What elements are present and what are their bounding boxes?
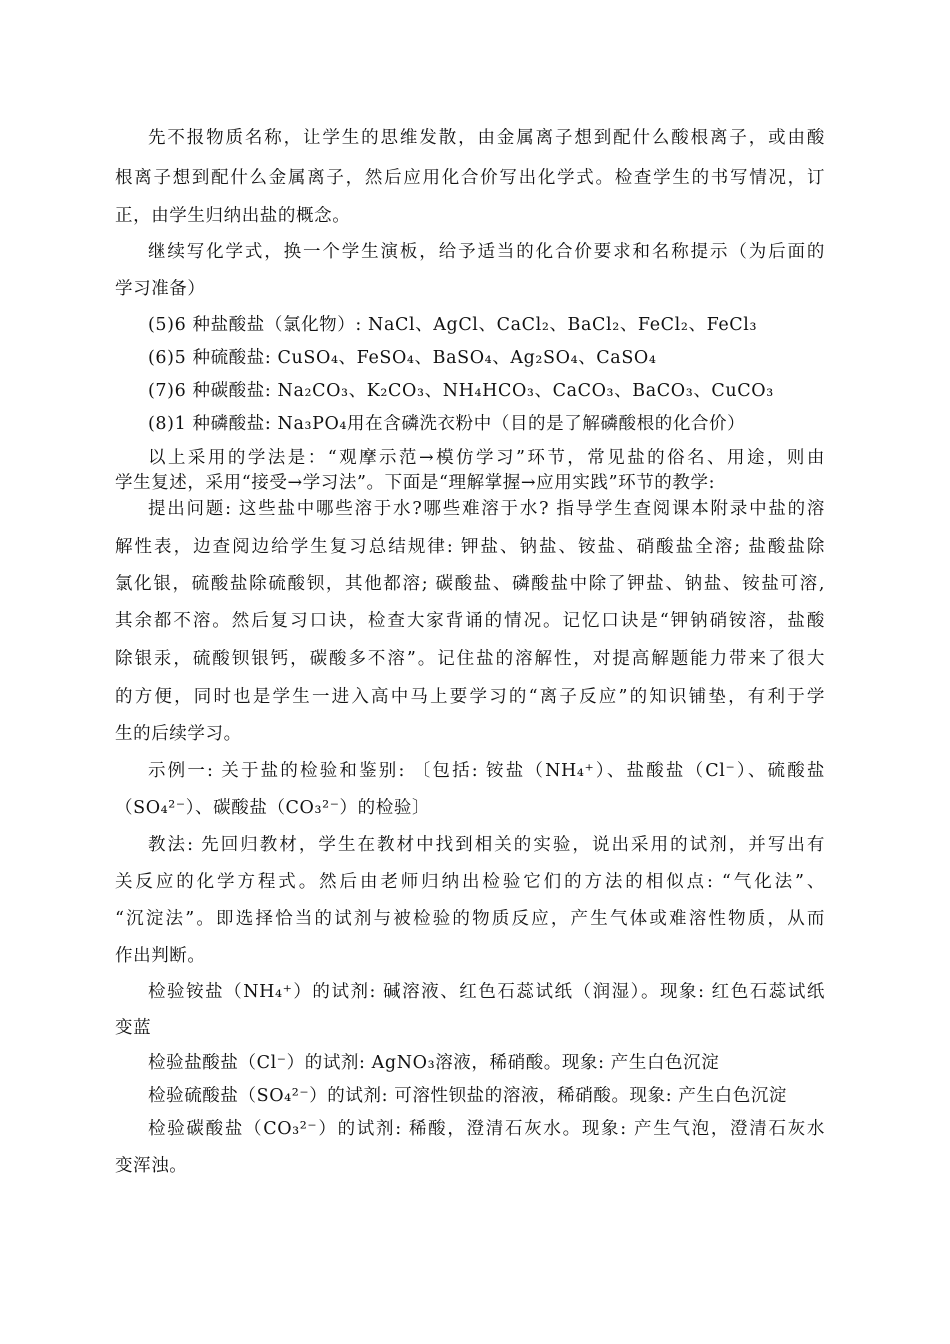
text-line: 学习准备）: [115, 279, 206, 299]
text-line: 先不报物质名称，让学生的思维发散，由金属离子想到配什么酸根离子，或由酸: [148, 128, 825, 148]
text-line: “沉淀法”。即选择恰当的试剂与被检验的物质反应，产生气体或难溶性物质，从而: [115, 909, 825, 929]
text-line: 教法: 先回归教材，学生在教材中找到相关的实验，说出采用的试剂，并写出有: [148, 835, 825, 855]
text-line: 生的后续学习。: [115, 724, 242, 744]
text-line: 以上采用的学法是：“观摩示范→模仿学习”环节，常见盐的俗名、用途，则由: [148, 448, 825, 468]
text-line: (5)6 种盐酸盐（氯化物）: NaCl、AgCl、CaCl₂、BaCl₂、FeCl₂、FeCl₃: [148, 315, 758, 335]
text-line: 关反应的化学方程式。然后由老师归纳出检验它们的方法的相似点: “气化法”、: [115, 872, 825, 892]
text-line: 检验铵盐（NH₄⁺）的试剂: 碱溶液、红色石蕊试纸（润湿）。现象: 红色石蕊试纸: [148, 982, 825, 1002]
text-line: 检验碳酸盐（CO₃²⁻）的试剂: 稀酸，澄清石灰水。现象: 产生气泡，澄清石灰水: [148, 1119, 825, 1139]
text-line: 正，由学生归纳出盐的概念。: [115, 206, 351, 226]
text-line: 变浑浊。: [115, 1156, 188, 1176]
text-line: 学生复述，采用“接受→学习法”。下面是“理解掌握→应用实践”环节的教学:: [115, 473, 716, 493]
text-line: (8)1 种磷酸盐: Na₃PO₄用在含磷洗衣粉中（目的是了解磷酸根的化合价）: [148, 414, 746, 434]
text-line: 继续写化学式，换一个学生演板，给予适当的化合价要求和名称提示（为后面的: [148, 242, 825, 262]
text-line: 提出问题: 这些盐中哪些溶于水?哪些难溶于水? 指导学生查阅课本附录中盐的溶: [148, 499, 825, 519]
text-line: 示例一: 关于盐的检验和鉴别: 〔包括: 铵盐（NH₄⁺）、盐酸盐（Cl⁻）、硫酸盐: [148, 761, 825, 781]
text-line: （SO₄²⁻）、碳酸盐（CO₃²⁻）的检验〕: [115, 798, 431, 818]
text-line: 根离子想到配什么金属离子，然后应用化合价写出化学式。检查学生的书写情况，订: [115, 168, 825, 188]
text-line: (7)6 种碳酸盐: Na₂CO₃、K₂CO₃、NH₄HCO₃、CaCO₃、BaCO₃、CuCO₃: [148, 381, 774, 401]
text-line: 检验硫酸盐（SO₄²⁻）的试剂: 可溶性钡盐的溶液，稀硝酸。现象: 产生白色沉淀: [148, 1086, 788, 1106]
text-line: 氯化银，硫酸盐除硫酸钡，其他都溶; 碳酸盐、磷酸盐中除了钾盐、钠盐、铵盐可溶,: [115, 574, 825, 594]
text-line: 解性表，边查阅边给学生复习总结规律: 钾盐、钠盐、铵盐、硝酸盐全溶; 盐酸盐除: [115, 537, 825, 557]
text-line: 除银汞，硫酸钡银钙，碳酸多不溶”。记住盐的溶解性，对提高解题能力带来了很大: [115, 649, 825, 669]
text-line: (6)5 种硫酸盐: CuSO₄、FeSO₄、BaSO₄、Ag₂SO₄、CaSO₄: [148, 348, 657, 368]
text-line: 其余都不溶。然后复习口诀，检查大家背诵的情况。记忆口诀是“钾钠硝铵溶，盐酸: [115, 611, 825, 631]
text-line: 变蓝: [115, 1018, 152, 1038]
text-line: 检验盐酸盐（Cl⁻）的试剂: AgNO₃溶液，稀硝酸。现象: 产生白色沉淀: [148, 1053, 720, 1073]
text-line: 的方便，同时也是学生一进入高中马上要学习的“离子反应”的知识铺垫，有利于学: [115, 687, 825, 707]
text-line: 作出判断。: [115, 946, 206, 966]
